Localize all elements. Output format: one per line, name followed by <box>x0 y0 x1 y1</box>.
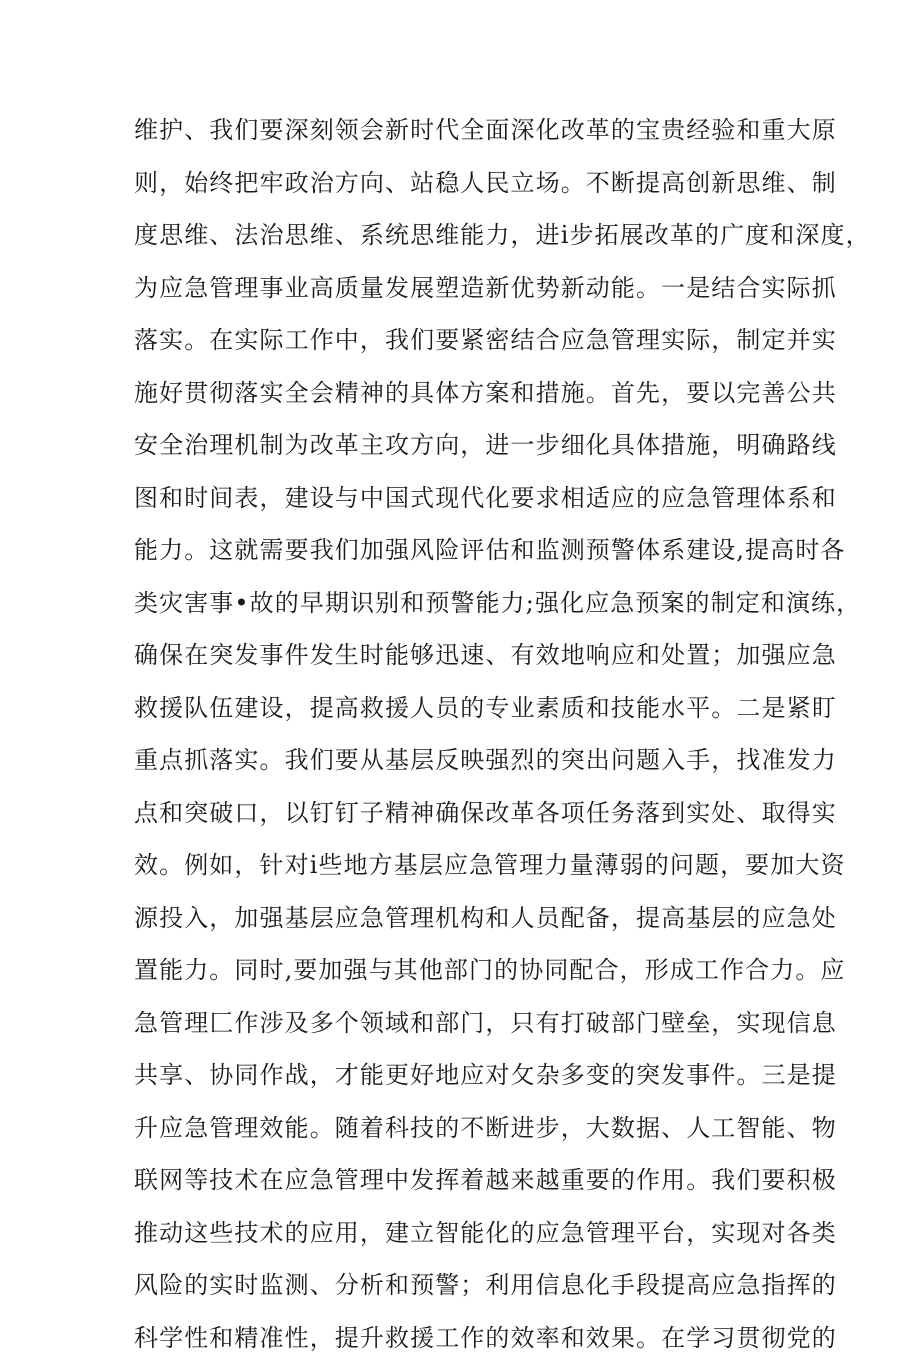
text-line: 维护、我们要深刻领会新时代全面深化改革的宝贵经验和重大原 <box>134 104 794 157</box>
text-line: 则，始终把牢政治方向、站稳人民立场。不断提高创新思维、制 <box>134 157 794 210</box>
text-line: 效。例如，针对i些地方基层应急管理力量薄弱的问题，要加大资 <box>134 839 794 892</box>
text-line: 安全治理机制为改革主攻方向，进一步细化具体措施，明确路线 <box>134 419 794 472</box>
text-line: 风险的实时监测、分析和预警；利用信息化手段提高应急指挥的 <box>134 1259 794 1312</box>
text-line: 科学性和精准性，提升救援工作的效率和效果。在学习贯彻党的 <box>134 1312 794 1364</box>
text-line: 源投入，加强基层应急管理机构和人员配备，提高基层的应急处 <box>134 892 794 945</box>
text-line: 共享、协同作战，才能更好地应对攵杂多变的突发事件。三是提 <box>134 1049 794 1102</box>
text-line: 急管理匚作涉及多个领域和部门，只有打破部门壁垒，实现信息 <box>134 997 794 1050</box>
text-line: 确保在突发事件发生时能够迅速、有效地响应和处置；加强应急 <box>134 629 794 682</box>
text-line: 图和时间表，建设与中国式现代化要求相适应的应急管理体系和 <box>134 472 794 525</box>
body-text <box>134 104 794 1364</box>
text-line: 升应急管理效能。随着科技的不断进步，大数据、人工智能、物 <box>134 1102 794 1155</box>
text-line: 度思维、法治思维、系统思维能力，进i步拓展改革的广度和深度， <box>134 209 794 262</box>
text-line: 类灾害事•故的早期识别和预警能力;强化应急预案的制定和演练， <box>134 577 794 630</box>
text-line: 救援队伍建设，提高救援人员的专业素质和技能水平。二是紧盯 <box>134 682 794 735</box>
text-line: 推动这些技术的应用，建立智能化的应急管理平台，实现对各类 <box>134 1207 794 1260</box>
text-line: 施好贯彻落实全会精神的具体方案和措施。首先，要以完善公共 <box>134 367 794 420</box>
text-line: 联网等技术在应急管理中发挥着越来越重要的作用。我们要积极 <box>134 1154 794 1207</box>
text-line: 落实。在实际工作中，我们要紧密结合应急管理实际，制定并实 <box>134 314 794 367</box>
text-line: 点和突破口，以钉钉子精神确保改革各项任务落到实处、取得实 <box>134 787 794 840</box>
text-line: 能力。这就需要我们加强风险评估和监测预警体系建设,提高时各 <box>134 524 794 577</box>
text-line: 为应急管理事业高质量发展塑造新优势新动能。一是结合实际抓 <box>134 262 794 315</box>
text-line: 置能力。同时,要加强与其他部门的协同配合，形成工作合力。应 <box>134 944 794 997</box>
text-line: 重点抓落实。我们要从基层反映强烈的突出问题入手，找准发力 <box>134 734 794 787</box>
